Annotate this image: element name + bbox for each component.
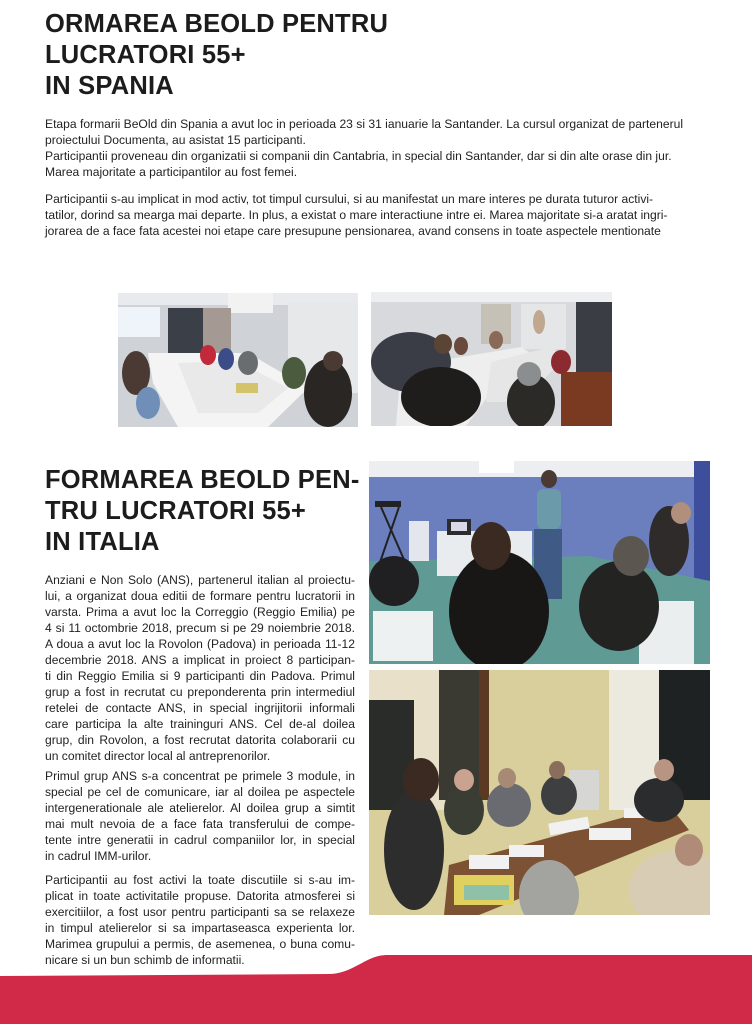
italy-p1-line-4: 4 si 11 octombrie 2018, precum si pe 29 noiembrie 2018. [45, 621, 355, 635]
footer-decorative-band [0, 940, 752, 1024]
spain-photo-2-image [371, 292, 612, 426]
italy-p2-line-5: tente intre generatii in cadrul companiilor lor, in special [45, 833, 355, 847]
italy-p1-line-10: care participa la alte traininguri ANS. Cel de-al doilea [45, 717, 355, 731]
italy-paragraph-1 [45, 572, 355, 764]
italy-p2-line-6: in cadrul IMM-urilor. [45, 849, 152, 863]
spain-photo-2 [371, 292, 612, 426]
italy-p3-line-6: nicare si un bun schimb de informatii. [45, 953, 245, 967]
italy-title-line-2: TRU LUCRATORI 55+ [45, 497, 307, 525]
italy-p2-line-3: intergenerationale ale atelierelor. Al doilea grup a simtit [45, 801, 355, 815]
italy-p2-line-2: special pe cel de comunicare, iar al doilea pe aspectele [45, 785, 355, 799]
spain-photo-1-image [118, 293, 358, 427]
italy-p2-line-4: mai mult nevoia de a face fata transferului de compe- [45, 817, 355, 831]
italy-photo-1 [369, 461, 710, 664]
spain-title-line-1: ORMAREA BEOLD PENTRU [45, 10, 389, 38]
italy-p3-line-1: Participantii au fost activi la toate discutiile si s-au im- [45, 873, 355, 887]
italy-p1-line-6: decembrie 2018. ANS a implicat in proiect 8 participan- [45, 653, 355, 667]
spain-title-line-3: IN SPANIA [45, 72, 174, 100]
italy-p1-line-11: grup, din Rovolon, a fost recrutat datorita colaborarii cu [45, 733, 355, 747]
spain-paragraph-1 [45, 116, 715, 180]
italy-photo-2-image [369, 670, 710, 915]
italy-p1-line-9: retelei de contacte ANS, in special ingrijitorii informali [45, 701, 355, 715]
spain-p2-line-2: tatilor, dorind sa mearga mai departe. In plus, a existat o mare interactiune intre ei. Marea majoritate si-a aratat ingri- [45, 208, 668, 222]
italy-p1-line-5: A doua a avut loc la Rovolon (Padova) in perioada 11-12 [45, 637, 355, 651]
spain-photo-1 [118, 293, 358, 427]
spain-p1-line-1: Etapa formarii BeOld din Spania a avut loc in perioada 23 si 31 ianuarie la Santander. La cursul organizat de partenerul [45, 117, 684, 131]
spain-section-title [45, 9, 388, 102]
italy-paragraph-2 [45, 768, 355, 864]
italy-p1-line-12: un comitet director local al antreprenorilor. [45, 749, 271, 763]
italy-p1-line-8: grup a fost in recrutat cu preponderenta prin intermediul [45, 685, 355, 699]
spain-title-line-2: LUCRATORI 55+ [45, 41, 246, 69]
italy-p1-line-7: ti din Reggio Emilia si 9 participanti din Padova. Primul [45, 669, 355, 683]
spain-p1-line-2: proiectului Documenta, au asistat 15 participanti. [45, 133, 306, 147]
italy-p3-line-2: plicat in toate activitatile propuse. Datorita atmosferei si [45, 889, 355, 903]
italy-p3-line-5: Marimea grupului a permis, de asemenea, o buna comu- [45, 937, 355, 951]
italy-photo-1-image [369, 461, 710, 664]
italy-p3-line-3: exercitiilor, a fost usor pentru participanti sa se relaxeze [45, 905, 355, 919]
italy-title-line-3: IN ITALIA [45, 528, 160, 556]
footer-wave-shape [0, 940, 752, 1024]
italy-p1-line-2: lui, a organizat doua editii de formare pentru lucratorii in [45, 589, 355, 603]
spain-p1-line-3: Participantii proveneau din organizatii si companii din Cantabria, in special din Santander, dar si din alte orase din jur. [45, 149, 672, 163]
italy-photo-2 [369, 670, 710, 915]
italy-title-line-1: FORMAREA BEOLD PEN- [45, 466, 360, 494]
spain-p2-line-1: Participantii s-au implicat in mod activ, tot timpul cursului, si au manifestat un mare interes pe durata tuturor activi- [45, 192, 654, 206]
spain-p1-line-4: Marea majoritate a participantilor au fost femei. [45, 165, 298, 179]
spain-paragraph-2 [45, 191, 715, 239]
italy-p1-line-1: Anziani e Non Solo (ANS), partenerul italian al proiectu- [45, 573, 355, 587]
italy-p3-line-4: in timpul atelierelor si sa impartaseasca experienta lor. [45, 921, 355, 935]
italy-section-title [45, 465, 360, 558]
italy-p2-line-1: Primul grup ANS s-a concentrat pe primele 3 module, in [45, 769, 355, 783]
italy-p1-line-3: varsta. Prima a avut loc la Correggio (Reggio Emilia) pe [45, 605, 355, 619]
spain-p2-line-3: jorarea de a face fata acestei noi etape care presupune pensionarea, avand consens in toate aspectele mentionate [45, 224, 661, 238]
